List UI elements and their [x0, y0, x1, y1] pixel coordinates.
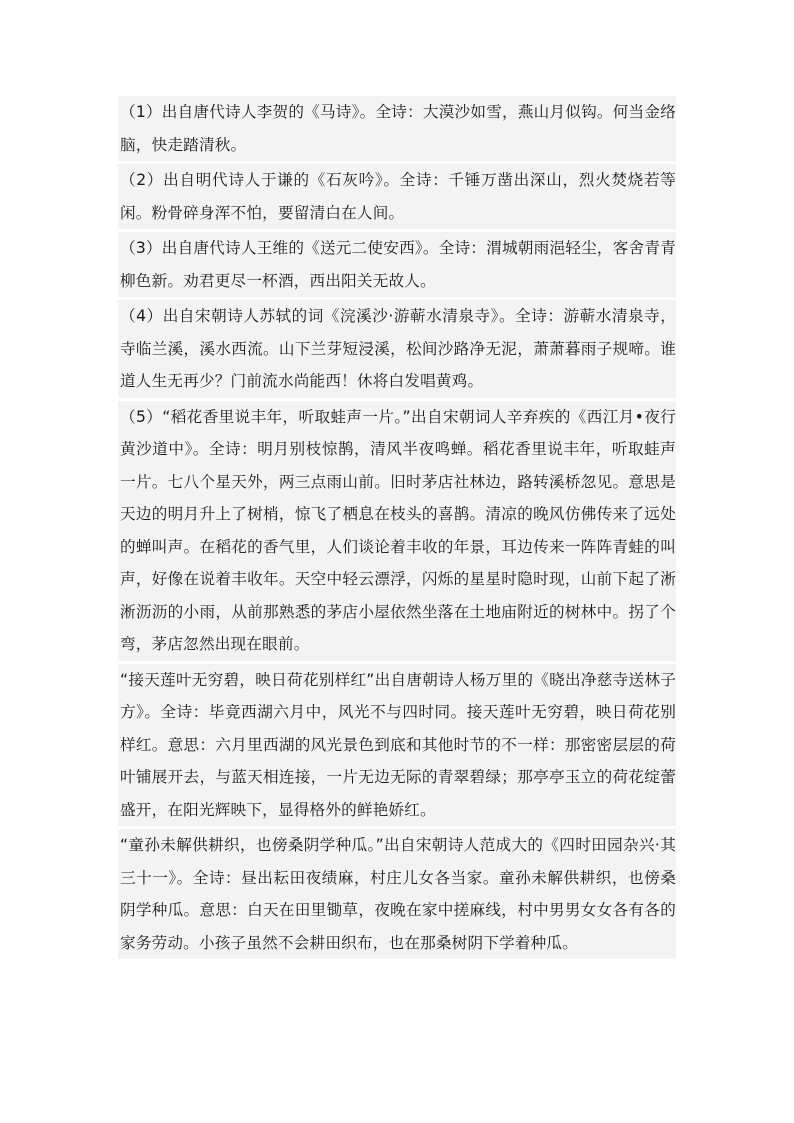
paragraph-6: “接天莲叶无穷碧，映日荷花别样红”出自唐朝诗人杨万里的《晓出净慈寺送林子方》。全诗：毕竟西湖六月中，风光不与四时同。接天莲叶无穷碧，映日荷花别样红。意思：六月里西湖的风光景色到底和其他时节的不一样：那密密层层的荷叶铺展开去，与蓝天相连接，一片无边无际的青翠碧绿；那亭亭玉立的荷花绽蕾盛开，在阳光辉映下，显得格外的鲜艳娇红。: [118, 661, 676, 827]
paragraph-5: （5）“稻花香里说丰年，听取蛙声一片。”出自宋朝词人辛弃疾的《西江月•夜行黄沙道中》。全诗：明月别枝惊鹊，清风半夜鸣蝉。稻花香里说丰年，听取蛙声一片。七八个星天外，两三点雨山前。旧时茅店社林边，路转溪桥忽见。意思是天边的明月升上了树梢，惊飞了栖息在枝头的喜鹊。清凉的晚风仿佛传来了远处的蝉叫声。在稻花的香气里，人们谈论着丰收的年景，耳边传来一阵阵青蛙的叫声，好像在说着丰收年。天空中轻云漂浮，闪烁的星星时隐时现，山前下起了淅淅沥沥的小雨，从前那熟悉的茅店小屋依然坐落在土地庙附近的树林中。拐了个弯，茅店忽然出现在眼前。: [118, 398, 676, 661]
paragraph-3: （3）出自唐代诗人王维的《送元二使安西》。全诗：渭城朝雨浥轻尘，客舍青青柳色新。劝君更尽一杯酒，西出阳关无故人。: [118, 229, 676, 297]
paragraph-4: （4）出自宋朝诗人苏轼的词《浣溪沙·游蕲水清泉寺》。全诗：游蕲水清泉寺，寺临兰溪，溪水西流。山下兰芽短浸溪，松间沙路净无泥，萧萧暮雨子规啼。谁道人生无再少？门前流水尚能西！休将白发唱黄鸡。: [118, 297, 676, 398]
paragraph-2: （2）出自明代诗人于谦的《石灰吟》。全诗：千锤万凿出深山，烈火焚烧若等闲。粉骨碎身浑不怕，要留清白在人间。: [118, 161, 676, 229]
document-body: [118, 96, 676, 959]
paragraph-1: （1）出自唐代诗人李贺的《马诗》。全诗：大漠沙如雪，燕山月似钩。何当金络脑，快走踏清秋。: [120, 103, 676, 154]
paragraph-7: “童孙未解供耕织，也傍桑阴学种瓜。”出自宋朝诗人范成大的《四时田园杂兴·其三十一》。全诗：昼出耘田夜绩麻，村庄儿女各当家。童孙未解供耕织，也傍桑阴学种瓜。意思：白天在田里锄草，夜晚在家中搓麻线，村中男男女女各有各的家务劳动。小孩子虽然不会耕田织布，也在那桑树阴下学着种瓜。: [118, 826, 676, 959]
